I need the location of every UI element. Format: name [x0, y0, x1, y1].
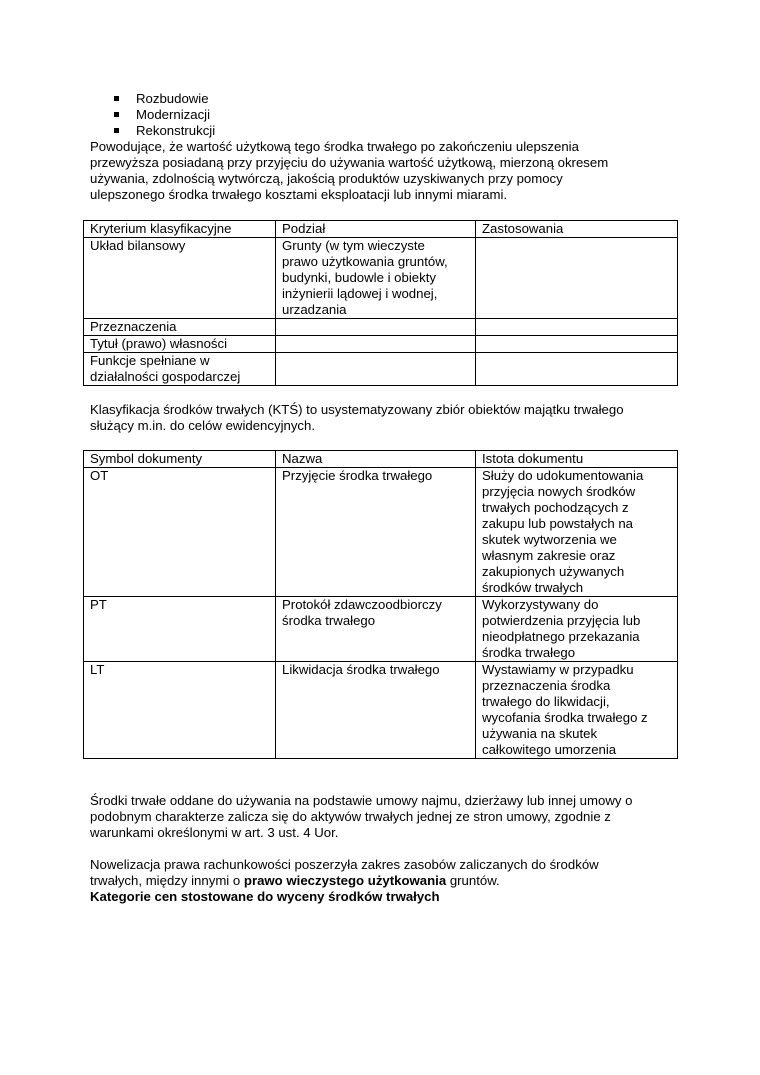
header-cell: Symbol dokumenty	[84, 451, 276, 468]
text-line: przewyższa posiadaną przy przyjęciu do używania wartość użytkową, mierzoną okresem	[90, 155, 609, 170]
text-line: służący m.in. do celów ewidencyjnych.	[90, 418, 316, 433]
cell-line: zakupu lub powstałych na	[482, 516, 634, 531]
cell-line: działalności gospodarczej	[90, 369, 241, 384]
header-cell: Nazwa	[276, 451, 476, 468]
cell-line: środka trwałego	[282, 613, 376, 628]
symbol-cell: OT	[84, 468, 276, 597]
lease-paragraph	[90, 793, 690, 841]
cell-line: własnym zakresie oraz	[482, 548, 616, 563]
bullet-item: Rekonstrukcji	[114, 123, 215, 139]
documents-table	[83, 450, 678, 759]
division-cell	[276, 353, 476, 386]
cell-line: Wykorzystywany do	[482, 597, 599, 612]
cell-line: Przyjęcie środka trwałego	[282, 468, 433, 483]
essence-cell	[476, 468, 678, 597]
text-line: podobnym charakterze zalicza się do aktywów trwałych jednej ze stron umowy, zgodnie z	[90, 809, 611, 824]
table-row	[84, 238, 678, 319]
cell-line: Grunty (w tym wieczyste	[282, 238, 425, 253]
cell-line: środka trwałego	[482, 645, 576, 660]
cell-line: Tytuł (prawo) własności	[90, 336, 228, 351]
text-line: Klasyfikacja środków trwałych (KTŚ) to usystematyzowany zbiór obiektów majątku trwałego	[90, 402, 624, 417]
table-row	[84, 662, 678, 759]
cell-line: potwierdzenia przyjęcia lub	[482, 613, 641, 628]
essence-cell	[476, 662, 678, 759]
essence-cell	[476, 597, 678, 662]
cell-line: trwałego do likwidacji,	[482, 694, 610, 709]
table-row	[84, 468, 678, 597]
text-line: Nowelizacja prawa rachunkowości poszerzyła zakres zasobów zaliczanych do środków	[90, 857, 599, 872]
criterion-cell	[84, 238, 276, 319]
cell-line: wycofania środka trwałego z	[482, 710, 648, 725]
bold-phrase: prawo wieczystego użytkowania	[243, 873, 447, 888]
text-line: warunkami określonymi w art. 3 ust. 4 Uor.	[90, 825, 339, 840]
amendment-paragraph	[90, 857, 690, 905]
table-row	[84, 336, 678, 353]
table-row	[84, 353, 678, 386]
cell-line: całkowitego umorzenia	[482, 742, 617, 757]
text-line: ulepszonego środka trwałego kosztami eksploatacji lub innymi miarami.	[90, 187, 508, 202]
bullet-item: Rozbudowie	[114, 91, 215, 107]
criterion-cell	[84, 319, 276, 336]
cell-line: Wystawiamy w przypadku	[482, 662, 634, 677]
table-row	[84, 319, 678, 336]
application-cell	[476, 319, 678, 336]
cell-line: używania na skutek	[482, 726, 598, 741]
division-cell	[276, 336, 476, 353]
cell-line: nieodpłatnego przekazania	[482, 629, 640, 644]
cell-line: urzadzania	[282, 302, 347, 317]
name-cell	[276, 468, 476, 597]
symbol-cell: LT	[84, 662, 276, 759]
improvement-bullet-list	[114, 91, 215, 139]
table-row	[84, 597, 678, 662]
text-span: trwałych, między innymi o	[90, 873, 244, 888]
cell-line: przyjęcia nowych środków	[482, 484, 636, 499]
text-line	[90, 873, 690, 889]
name-cell	[276, 597, 476, 662]
cell-line: Protokół zdawczoodbiorczy	[282, 597, 442, 612]
kts-paragraph	[90, 402, 690, 434]
application-cell	[476, 238, 678, 319]
cell-line: Likwidacja środka trwałego	[282, 662, 440, 677]
bullet-item: Modernizacji	[114, 107, 215, 123]
header-cell: Istota dokumentu	[476, 451, 678, 468]
text-span: gruntów.	[446, 873, 500, 888]
section-heading: Kategorie cen stostowane do wyceny środków trwałych	[90, 889, 440, 904]
division-cell	[276, 238, 476, 319]
text-line: używania, zdolnością wytwórczą, jakością produktów uzyskiwanych przy pomocy	[90, 171, 563, 186]
cell-line: zakupionych używanych	[482, 564, 625, 579]
application-cell	[476, 353, 678, 386]
text-line: Powodujące, że wartość użytkową tego środka trwałego po zakończeniu ulepszenia	[90, 139, 579, 154]
cell-line: przeznaczenia środka	[482, 678, 611, 693]
header-cell: Podział	[276, 221, 476, 238]
division-cell	[276, 319, 476, 336]
header-cell: Zastosowania	[476, 221, 678, 238]
cell-line: środków trwałych	[482, 580, 584, 595]
cell-line: Układ bilansowy	[90, 238, 186, 253]
criterion-cell	[84, 336, 276, 353]
text-line: Środki trwałe oddane do używania na podstawie umowy najmu, dzierżawy lub innej umowy o	[90, 793, 633, 808]
cell-line: budynki, budowle i obiekty	[282, 270, 436, 285]
classification-table	[83, 220, 678, 386]
application-cell	[476, 336, 678, 353]
cell-line: Przeznaczenia	[90, 319, 177, 334]
symbol-cell: PT	[84, 597, 276, 662]
cell-line: prawo użytkowania gruntów,	[282, 254, 448, 269]
cell-line: Służy do udokumentowania	[482, 468, 644, 483]
header-cell: Kryterium klasyfikacyjne	[84, 221, 276, 238]
name-cell	[276, 662, 476, 759]
intro-paragraph	[90, 139, 690, 203]
cell-line: trwałych pochodzących z	[482, 500, 629, 515]
cell-line: inżynierii lądowej i wodnej,	[282, 286, 438, 301]
table-header-row	[84, 221, 678, 238]
cell-line: Funkcje spełniane w	[90, 353, 210, 368]
cell-line: skutek wytworzenia we	[482, 532, 617, 547]
table-header-row	[84, 451, 678, 468]
criterion-cell	[84, 353, 276, 386]
